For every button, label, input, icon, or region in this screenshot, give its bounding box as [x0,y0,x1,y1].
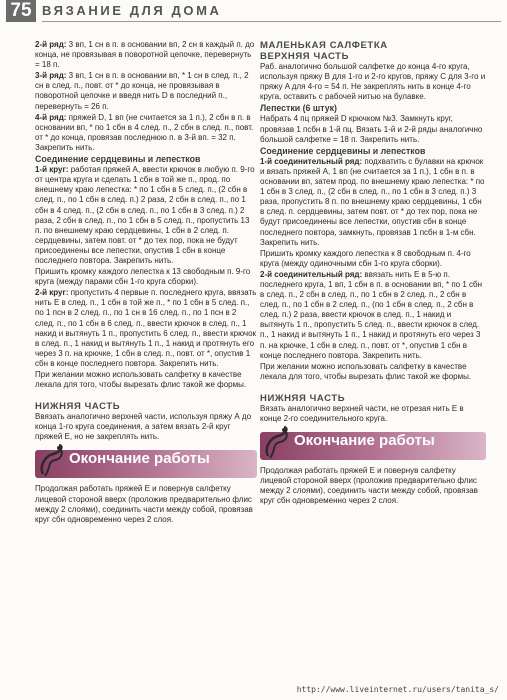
lower-part-heading: НИЖНЯЯ ЧАСТЬ [35,401,121,413]
header-rule [42,21,501,22]
row-3-paragraph: 3-й ряд: 3 вп, 1 сн в п. в основании вп, * 1 сн в след. п., 2 сн в след. п., повт. от * до конца, не провязывая в поворотной цепочке и введя нить D в последний п., перевернуть = 26 п. [35,71,249,111]
lower-part-heading: НИЖНЯЯ ЧАСТЬ [260,392,346,404]
finish-text: Продолжая работать пряжей E и повернув салфетку лицевой стороной вверх (проложив предварительно флис между 2 слоями), соединить части между собой, провязав круг сбн одновременно через 2 слоя. [260,466,478,506]
magazine-title: ВЯЗАНИЕ ДЛЯ ДОМА [42,3,222,18]
section-heading: Соединение сердцевины и лепестков [35,154,201,165]
petals-text: Набрать 4 пц пряжей D крючком №3. Замкнуть круг, провязав 1 псбн в 1-й пц. Вязать 1-й и 2-й ряды аналогично большой салфетке = 18 п. Закрепить нить. [260,114,483,144]
section-heading: Соединение сердцевины и лепестков [260,145,426,156]
note-paragraph: При желании можно использовать салфетку в качестве лекала для того, чтобы вырезать флис такой же формы. [260,361,472,381]
round-2-paragraph: 2-й круг: пропустить 4 первые п. последнего круга, ввязать нить E в след. п., 1 сбн в той же п., * по 1 сбн в 5 след. п., по 1 псн в 2 след. п., по 1 сн в 16 след. п., по 1 псн в 2 след. п., по 1 сбн в 6 след. п., ввести крючок в след. п., 1 накид и вытянуть 1 п., пропустить 6 след. п., ввести крючок в след. п., 1 накид и вытянуть 1 п., 1 накид и протянуть его через 3 п. на крючке, 1 сбн в след. п., повт. от *, опустив 1 сбн в конце последнего повтора. Закрепить нить. [35,288,257,368]
crochet-hook-icon [262,426,292,462]
attach-paragraph: Пришить кромку каждого лепестка к 8 свободным п. 4-го круга (между одиночными сбн 1-го круга сборки). [260,248,471,268]
row-2-paragraph: 2-й ряд: 3 вп, 1 сн в п. в основании вп, 2 сн в каждый п. до конца, не провязывая в поворотной цепочке, перевернуть = 18 п. [35,40,255,70]
finish-text: Продолжая работать пряжей E и повернув салфетку лицевой стороной вверх (проложив предварительно флис между 2 слоями), соединить части между собой, провязав круг сбн одновременно через 2 слоя. [35,484,253,524]
lower-part-text: Ввязать аналогично верхней части, используя пряжу А до конца 1-го круга соединения, а затем вязать 2-й круг пряжей E, но не закреплять нить. [35,412,252,442]
attach-paragraph: Пришить кромку каждого лепестка к 13 свободным п. 9-го круга (между парами сбн 1-го круга сборки). [35,267,251,287]
finish-title: Окончание работы [294,432,435,450]
finish-banner [35,450,257,478]
right-column [260,40,486,507]
finish-banner [260,432,486,460]
note-paragraph: При желании можно использовать салфетку в качестве лекала для того, чтобы вырезать флис такой же формы. [35,370,247,390]
petals-heading: Лепестки (6 штук) [260,103,337,114]
row-4-paragraph: 4-й ряд: пряжей D, 1 вп (не считается за 1 п.), 2 сбн в п. в основании вп, * по 1 сбн в 4 след. п., 2 сбн в след. п., повт. от * до конца, провязав последнюю п. в 3-й вп. = 32 п. Закрепить нить. [35,112,254,152]
left-column [35,40,257,526]
page-number: 75 [6,0,36,22]
lower-part-text: Вязать аналогично верхней части, не отрезая нить E в конце 2-го соединительного круга. [260,403,464,423]
conn-row-1-paragraph: 1-й соединительный ряд: подхватить с булавки на крючок и вязать пряжей A, 1 вп (не считается за 1 п.), 1 сбн в п. в основании вп, затем прод. по внешнему краю лепестка: * по 1 сбн в 3 след. п., (2 сбн в след. п., по 1 сбн в 3 след. п.) 3 раза, пропустить 8 п. по внешнему краю сердцевины, 1 сбн в след. п. сердцевины, затем повт. от * до тех пор, пока не будут присоединены все лепестки, опустив сбн в конце последнего повтора, замкнуть, провязав 1 псбн в 1-м сбн. Закрепить нить. [260,156,485,247]
small-doily-text: Раб. аналогично большой салфетке до конца 4-го круга, используя пряжу B для 1-го и 2-го кругов, пряжу C для 3-го и пряжу A для 4-го = 54 п. Не закреплять нить в конце 4-го круга, оставить с рабочей нитью на булавке. [260,62,486,102]
source-url: http://www.liveinternet.ru/users/tanita_s/ [296,685,499,694]
round-1-paragraph: 1-й круг: работая пряжей А, ввести крючок в любую п. 9-го от центра круга и сделать 1 сбн в той же п., прод. по внешнему краю лепестка: * по 1 сбн в 5 след. п., (2 сбн в след. п., по 1 сбн в след. п.) 2 раза, 2 сбн в след. п., по 1 сбн в 4 след. п., (2 сбн в след. п., по 1 сбн в 3 след. п.) 2 раза, 2 сбн в след. п., по 1 сбн в 5 след. п., пропустить 13 п. по внешнему краю сердцевины, 1 сбн в 2 след. п. сердцевины, затем повт. от * до тех пор, пока не будут присоединены все лепестки, опустив 1 сбн в конце последнего повтора. Закрепить нить. [35,165,255,265]
crochet-hook-icon [37,444,67,480]
page-header [6,0,501,22]
small-doily-heading: МАЛЕНЬКАЯ САЛФЕТКА [260,40,388,51]
finish-title: Окончание работы [69,450,210,468]
upper-part-heading: ВЕРХНЯЯ ЧАСТЬ [260,51,350,62]
conn-row-2-paragraph: 2-й соединительный ряд: ввязать нить E в 5-ю п. последнего круга, 1 вп, 1 сбн в п. в основании вп, * по 1 сбн в след. п., 2 сбн в след. п., по 1 сбн в 2 след. п., 2 сбн в след. п., по 1 сбн в 2 след. п., (по 1 сбн в след. п., 2 сбн в след. п.) 2 раза, ввести крючок в след. п., 1 накид и вытянуть 1 п., пропустить 5 след. п., ввести крючок в след. п., 1 накид и вытянуть 1 п., 1 накид и протянуть его через 3 п. на крючке, 1 сбн в след. п., повт. от *, опустив 1 сбн в конце последнего повтора. Закрепить нить. [260,269,483,360]
